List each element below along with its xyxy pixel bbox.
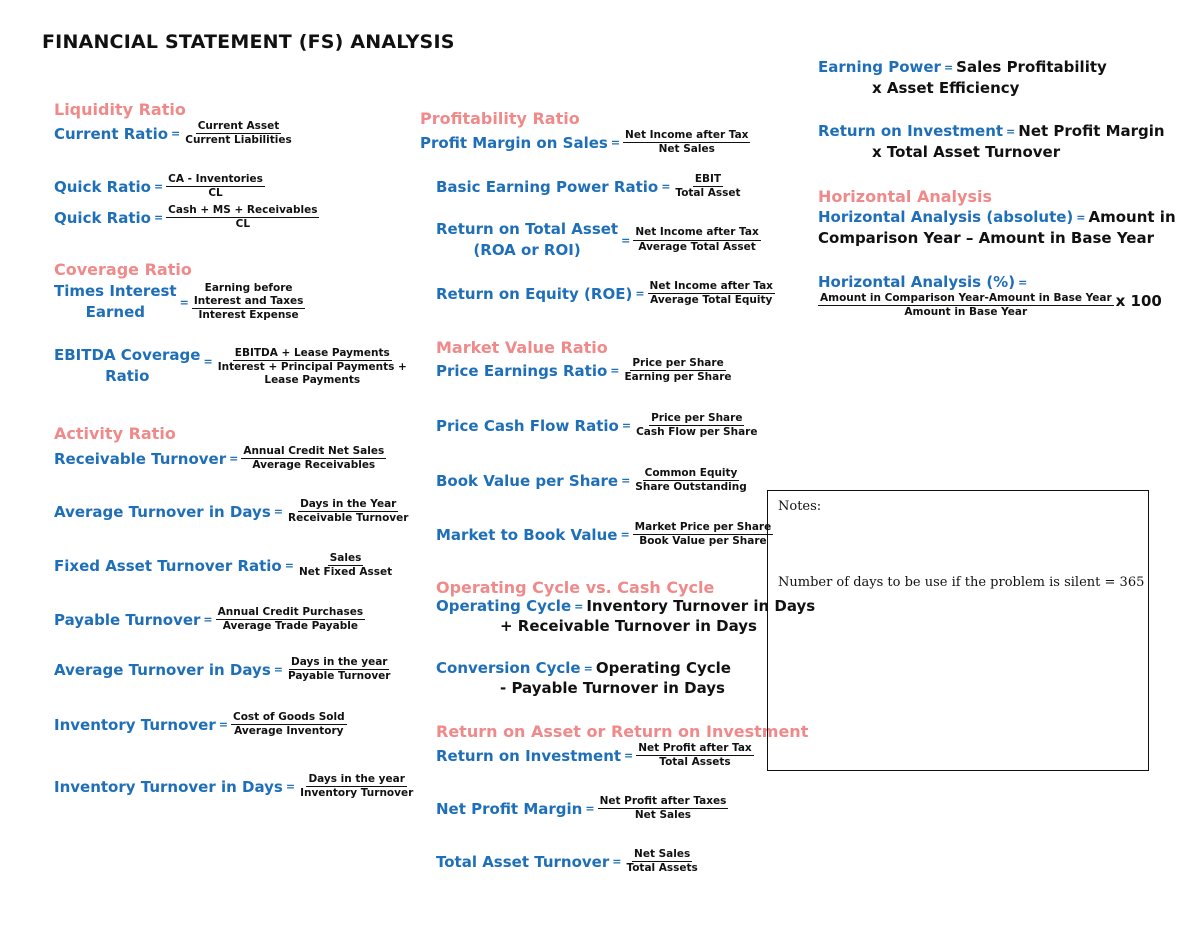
formula-payable-turnover — [54, 606, 365, 633]
label-line-1: Times Interest — [54, 282, 177, 300]
page-title: FINANCIAL STATEMENT (FS) ANALYSIS — [42, 31, 455, 53]
formula-label: Average Turnover in Days — [54, 502, 271, 521]
numerator: Cost of Goods Sold — [231, 711, 347, 725]
numerator: Sales — [328, 552, 364, 566]
equals-sign: = — [661, 180, 671, 194]
formula-label: Quick Ratio — [54, 208, 151, 227]
numerator: Price per Share — [649, 412, 744, 426]
label-line-2: Ratio — [105, 367, 150, 385]
formula-label: Net Profit Margin — [436, 799, 583, 818]
formula-label: Receivable Turnover — [54, 449, 227, 468]
section-operating-cycle: Operating Cycle vs. Cash Cycle — [436, 578, 715, 597]
formula-label: Horizontal Analysis (%) — [818, 273, 1016, 291]
denominator: Net Sales — [634, 809, 692, 822]
formula-avg-turnover-days-payable — [54, 656, 392, 683]
denominator: Earning per Share — [624, 371, 732, 384]
fraction — [241, 445, 386, 472]
numerator: Net Sales — [632, 848, 692, 862]
formula-label: Return on Equity (ROE) — [436, 284, 633, 303]
formula-profit-margin-on-sales — [420, 129, 750, 156]
numerator: Cash + MS + Receivables — [166, 204, 319, 218]
fraction — [623, 129, 750, 156]
numerator: Price per Share — [630, 357, 725, 371]
formula-line-2: + Receivable Turnover in Days — [500, 617, 757, 635]
equals-sign: = — [610, 364, 620, 378]
formula-label: Inventory Turnover — [54, 715, 216, 734]
numerator: Current Asset — [196, 120, 282, 134]
formula-label: Earning Power — [818, 58, 941, 76]
formula-quick-ratio-1 — [54, 173, 265, 200]
equals-sign: = — [218, 718, 228, 732]
formula-label: Price Cash Flow Ratio — [436, 416, 619, 435]
section-coverage: Coverage Ratio — [54, 260, 192, 279]
numerator: Net Income after Tax — [633, 226, 760, 240]
formula-label: Book Value per Share — [436, 471, 619, 490]
formula-return-on-equity — [436, 280, 775, 307]
formula-line-2: x Total Asset Turnover — [872, 143, 1061, 161]
denominator: Share Outstanding — [635, 481, 747, 494]
fraction — [633, 521, 774, 548]
formula-label: Operating Cycle — [436, 597, 572, 615]
formula-line-2: Comparison Year – Amount in Base Year — [818, 229, 1154, 247]
formula-line-1: Sales Profitability — [956, 58, 1107, 76]
equals-sign: = — [229, 452, 239, 466]
equals-sign: = — [612, 855, 622, 869]
equals-sign: = — [179, 295, 189, 309]
equals-sign: = — [585, 802, 595, 816]
numerator: EBITDA + Lease Payments — [233, 347, 392, 361]
formula-label: Horizontal Analysis (absolute) — [818, 208, 1074, 226]
notes-text: Number of days to be use if the problem is silent = 365 — [778, 575, 1145, 590]
formula-receivable-turnover — [54, 445, 386, 472]
formula-label — [436, 219, 618, 261]
equals-sign: = — [621, 419, 632, 433]
equals-sign: = — [273, 505, 283, 519]
equals-sign: = — [621, 233, 631, 247]
formula-inventory-turnover-days — [54, 773, 415, 800]
formula-label: Average Turnover in Days — [54, 660, 271, 679]
label-line-1: EBITDA Coverage — [54, 346, 201, 364]
numerator-line-1: Earning before — [204, 281, 293, 294]
label-line-2: Earned — [85, 303, 145, 321]
denominator: CL — [208, 187, 223, 200]
denominator: CL — [235, 218, 251, 231]
formula-horizontal-absolute — [818, 208, 1176, 247]
equals-sign: = — [285, 780, 296, 794]
fraction — [634, 412, 759, 439]
section-liquidity: Liquidity Ratio — [54, 100, 186, 119]
numerator: Days in the year — [306, 773, 406, 787]
denominator-line-2: Lease Payments — [264, 374, 361, 387]
numerator: EBIT — [693, 173, 723, 187]
fraction — [624, 848, 699, 875]
equals-sign: = — [635, 287, 645, 301]
formula-basic-earning-power — [436, 173, 743, 200]
formula-operating-cycle — [436, 597, 815, 635]
section-market-value: Market Value Ratio — [436, 338, 608, 357]
fraction — [622, 357, 733, 384]
section-profitability: Profitability Ratio — [420, 109, 580, 128]
section-return-on-asset: Return on Asset or Return on Investment — [436, 722, 809, 741]
formula-label: Price Earnings Ratio — [436, 361, 608, 380]
equals-sign: = — [574, 599, 584, 613]
denominator: Amount in Base Year — [904, 306, 1028, 319]
fraction — [231, 711, 347, 738]
fraction — [216, 606, 365, 633]
formula-label: Profit Margin on Sales — [420, 133, 608, 152]
equals-sign: = — [583, 661, 593, 675]
equals-sign: = — [624, 749, 634, 763]
section-activity: Activity Ratio — [54, 424, 176, 443]
formula-line-1: Amount in — [1088, 208, 1176, 226]
equals-sign: = — [1006, 124, 1016, 138]
fraction — [286, 656, 393, 683]
numerator: Annual Credit Net Sales — [241, 445, 386, 459]
denominator: Payable Turnover — [287, 670, 391, 683]
denominator: Total Assets — [626, 862, 698, 875]
formula-line-1: Inventory Turnover in Days — [586, 597, 816, 615]
formula-market-to-book — [436, 521, 773, 548]
formula-label: Basic Earning Power Ratio — [436, 177, 659, 196]
equals-sign: = — [284, 559, 294, 573]
formula-horizontal-percent — [818, 273, 1162, 319]
formula-earning-power — [818, 58, 1107, 97]
fraction — [166, 173, 265, 200]
denominator: Book Value per Share — [639, 535, 767, 548]
fraction — [166, 204, 319, 231]
denominator: Current Liabilities — [185, 134, 292, 147]
equals-sign: = — [153, 211, 164, 225]
equals-sign: = — [610, 136, 621, 150]
fraction — [818, 292, 1114, 319]
formula-label — [54, 345, 200, 387]
fraction — [286, 498, 410, 525]
numerator: CA - Inventories — [166, 173, 265, 187]
equals-sign: = — [943, 60, 954, 74]
formula-label: Inventory Turnover in Days — [54, 777, 283, 796]
numerator: Amount in Comparison Year-Amount in Base Year — [818, 292, 1114, 306]
formula-label: Conversion Cycle — [436, 659, 581, 677]
formula-fixed-asset-turnover — [54, 552, 394, 579]
notes-title: Notes: — [778, 499, 822, 514]
section-horizontal-analysis: Horizontal Analysis — [818, 187, 992, 206]
formula-label — [54, 281, 177, 323]
fraction — [216, 347, 409, 387]
fraction — [633, 467, 748, 494]
numerator-line-2: Interest and Taxes — [192, 295, 306, 309]
numerator: Days in the year — [289, 656, 389, 670]
formula-label: Market to Book Value — [436, 525, 618, 544]
multiplier: x 100 — [1115, 291, 1162, 310]
formula-return-on-investment — [436, 742, 754, 769]
formula-price-earnings — [436, 357, 734, 384]
label-line-2: (ROA or ROI) — [473, 241, 581, 259]
denominator: Average Receivables — [252, 459, 376, 472]
formula-conversion-cycle — [436, 659, 731, 697]
denominator: Net Fixed Asset — [298, 566, 393, 579]
denominator: Total Assets — [659, 756, 731, 769]
equals-sign: = — [1018, 275, 1028, 289]
denominator: Average Total Equity — [650, 294, 773, 307]
equals-sign: = — [171, 127, 181, 141]
numerator: Net Income after Tax — [623, 129, 750, 143]
numerator: Common Equity — [643, 467, 740, 481]
formula-net-profit-margin — [436, 795, 728, 822]
formula-label: Payable Turnover — [54, 610, 201, 629]
fraction — [633, 226, 760, 253]
formula-times-interest-earned — [54, 281, 305, 323]
numerator: Annual Credit Purchases — [216, 606, 365, 620]
formula-line-1: Operating Cycle — [595, 659, 731, 677]
equals-sign: = — [203, 355, 213, 368]
numerator: Market Price per Share — [633, 521, 774, 535]
formula-ebitda-coverage — [54, 345, 409, 387]
denominator: Average Trade Payable — [222, 620, 358, 633]
numerator: Days in the Year — [298, 498, 398, 512]
formula-label: Fixed Asset Turnover Ratio — [54, 556, 282, 575]
formula-label: Quick Ratio — [54, 177, 151, 196]
formula-inventory-turnover — [54, 711, 347, 738]
denominator: Inventory Turnover — [300, 787, 414, 800]
formula-avg-turnover-days-receivable — [54, 498, 410, 525]
numerator: Net Profit after Taxes — [598, 795, 729, 809]
equals-sign: = — [1076, 210, 1086, 224]
label-line-1: Return on Total Asset — [436, 220, 619, 238]
formula-price-cash-flow — [436, 412, 759, 439]
equals-sign: = — [621, 474, 631, 488]
fraction — [648, 280, 775, 307]
formula-roi-dupont — [818, 122, 1165, 161]
fraction — [598, 795, 729, 822]
numerator: Net Profit after Tax — [636, 742, 753, 756]
formula-line-2: x Asset Efficiency — [872, 79, 1020, 97]
formula-line-1: Net Profit Margin — [1018, 122, 1165, 140]
formula-quick-ratio-2 — [54, 204, 319, 231]
equals-sign: = — [620, 528, 630, 542]
denominator: Average Inventory — [234, 725, 344, 738]
fraction — [183, 120, 294, 147]
notes-box — [767, 490, 1149, 771]
fraction — [298, 773, 415, 800]
formula-line-2: - Payable Turnover in Days — [500, 679, 725, 697]
formula-current-ratio — [54, 120, 294, 147]
formula-return-on-total-asset — [436, 219, 761, 261]
denominator: Receivable Turnover — [287, 512, 409, 525]
formula-label: Return on Investment — [818, 122, 1004, 140]
fraction — [636, 742, 753, 769]
formula-label: Total Asset Turnover — [436, 852, 610, 871]
denominator: Net Sales — [658, 143, 715, 156]
formula-label: Current Ratio — [54, 124, 169, 143]
fraction — [297, 552, 394, 579]
denominator: Interest Expense — [198, 309, 299, 322]
denominator: Average Total Asset — [638, 240, 756, 253]
formula-book-value-per-share — [436, 467, 749, 494]
equals-sign: = — [203, 613, 213, 627]
denominator-line-1: Interest + Principal Payments + — [217, 361, 407, 374]
denominator: Cash Flow per Share — [636, 426, 758, 439]
numerator: Net Income after Tax — [648, 280, 775, 294]
equals-sign: = — [273, 663, 283, 677]
formula-total-asset-turnover — [436, 848, 700, 875]
fraction — [673, 173, 742, 200]
denominator: Total Asset — [675, 187, 741, 200]
equals-sign: = — [153, 180, 164, 194]
fraction — [192, 282, 306, 322]
formula-label: Return on Investment — [436, 746, 622, 765]
